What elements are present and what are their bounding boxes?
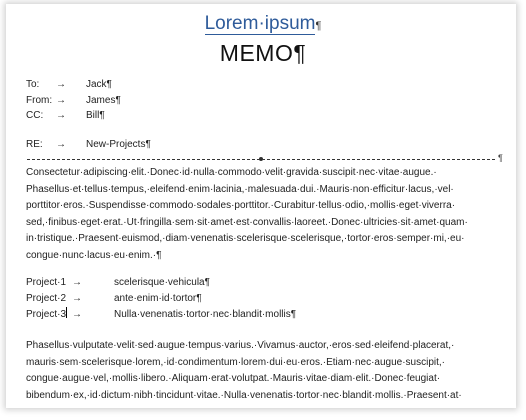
cc-field[interactable] — [26, 109, 105, 123]
project-value: scelerisque·vehicula¶ — [114, 277, 210, 288]
to-field[interactable] — [26, 78, 112, 92]
to-label: To: — [26, 79, 40, 90]
tab-arrow: → — [72, 293, 82, 304]
text-line: congue·augue·vel,·mollis·libero.·Aliquam·erat·volutpat.·Mauris·vitae·diam·elit.·Donec·feugiat· — [26, 373, 441, 384]
project-label: Project·1 — [26, 277, 67, 288]
tab-arrow: → — [56, 95, 66, 106]
separator-tab-marker — [259, 157, 263, 161]
re-value: New-Projects¶ — [86, 139, 151, 150]
project-row[interactable] — [26, 291, 202, 307]
text-line: bibendum·ex,·id·dictum·nibh·tincidunt·vitae.·Nulla·venenatis·tortor·nec·blandit·mollis.·Praesent·at· — [26, 389, 462, 401]
document-title[interactable] — [0, 13, 526, 35]
re-label: RE: — [26, 139, 43, 150]
cc-label: CC: — [26, 110, 44, 121]
to-value: Jack¶ — [86, 79, 112, 90]
tab-arrow: → — [56, 139, 66, 150]
tab-arrow: → — [56, 110, 66, 121]
from-value: James¶ — [86, 95, 121, 106]
project-label-with-cursor — [26, 307, 72, 323]
text-line: Consectetur·adipiscing·elit.·Donec·id·nulla·commodo·velit·gravida·suscipit·nec·vitae·augue.· — [26, 167, 437, 178]
tab-arrow: → — [72, 309, 82, 320]
separator-paragraph-mark: ¶ — [498, 153, 503, 163]
text-line: Phasellus·et·tellus·tempus,·eleifend·enim·lacinia,·malesuada·dui.·Mauris·non·efficitur·lacus,·vel· — [26, 183, 454, 195]
project-label-text: Project·3 — [26, 309, 67, 320]
text-line: in·tristique.·Praesent·euismod,·diam·venenatis·scelerisque·scelerisque,·tortor·eros·semper·mi,·eu· — [26, 233, 465, 244]
body-paragraph-1[interactable] — [26, 165, 502, 264]
project-label: Project·2 — [26, 293, 67, 304]
text-line: Phasellus·vulputate·velit·sed·augue·tempus·varius.·Vivamus·auctor,·eros·sed·eleifend·placerat,· — [26, 340, 455, 351]
text-cursor — [66, 307, 67, 318]
tab-arrow: → — [56, 79, 66, 90]
body-paragraph-2[interactable] — [26, 338, 502, 404]
from-field[interactable] — [26, 94, 121, 108]
paragraph-mark: ¶ — [315, 20, 322, 32]
text-line: porttitor·eros.·Suspendisse·commodo·sodales·porttitor.·Curabitur·tellus·odio,·mollis·eget·viverra· — [26, 200, 456, 211]
text-line: mauris·sem·scelerisque·lorem,·id·condimentum·lorem·dui·eu·eros.·Etiam·nec·augue·suscipit,· — [26, 356, 446, 368]
from-label: From: — [26, 95, 53, 106]
tab-arrow: → — [72, 277, 82, 288]
text-line: congue·nunc·lacus·eu·enim.·¶ — [26, 249, 162, 261]
text-line: sed,·finibus·eget·erat.·Ut·fringilla·sem·sit·amet·est·convallis·laoreet.·Donec·ultricies·sit·amet·quam· — [26, 216, 468, 228]
re-field[interactable] — [26, 138, 151, 152]
document-title-text: Lorem·ipsum — [204, 13, 316, 34]
project-row[interactable] — [26, 275, 210, 291]
cc-value: Bill¶ — [86, 110, 105, 121]
project-value: Nulla·venenatis·tortor·nec·blandit·mollis¶ — [114, 309, 297, 320]
project-row[interactable] — [26, 307, 296, 323]
memo-heading[interactable]: MEMO¶ — [219, 40, 307, 66]
project-value: ante·enim·id·tortor¶ — [114, 293, 202, 304]
